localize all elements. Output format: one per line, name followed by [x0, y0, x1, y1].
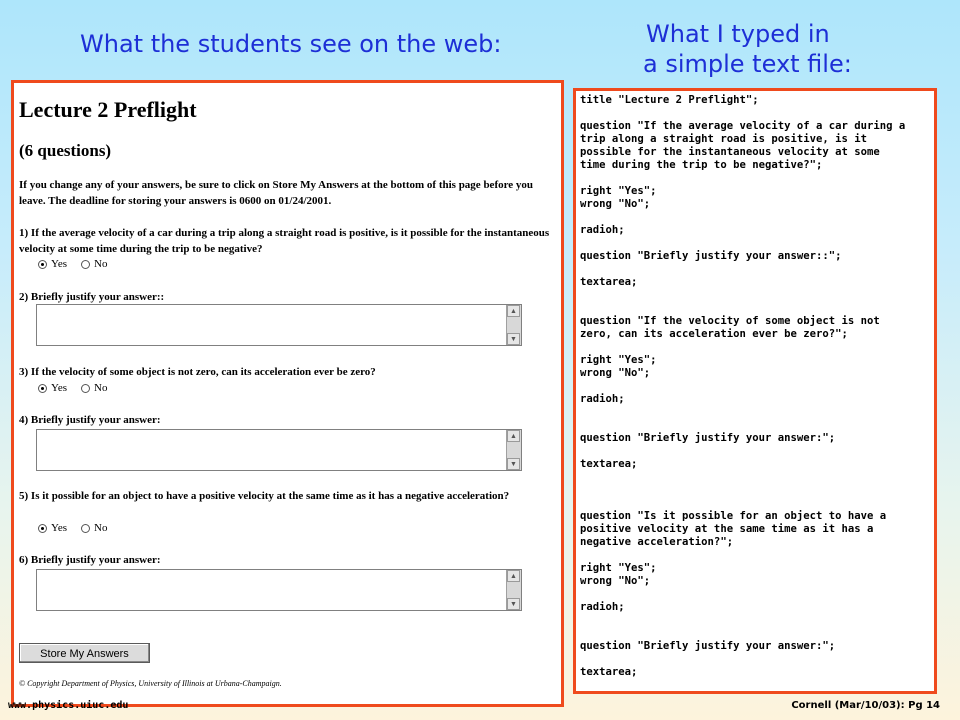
radio-unselected-icon: [81, 524, 90, 533]
radio-unselected-icon: [81, 260, 90, 269]
text-file-line: [580, 341, 932, 354]
text-file-line: [580, 445, 932, 458]
text-file-line: right "Yes";: [580, 562, 657, 574]
text-file-line: textarea;: [580, 666, 638, 678]
radio-selected-icon: [38, 384, 47, 393]
text-file-line: right "Yes";: [580, 185, 657, 197]
text-file-line: [580, 211, 932, 224]
text-file-line: question "If the average velocity of a car during a: [580, 120, 906, 132]
footer-url: www.physics.uiuc.edu: [8, 700, 129, 711]
text-file-line: radioh;: [580, 224, 625, 236]
text-file-line: positive velocity at the same time as it has a: [580, 523, 874, 535]
radio-no-q1[interactable]: [81, 258, 107, 270]
copyright-notice: © Copyright Department of Physics, University of Illinois at Urbana-Champaign.: [19, 679, 282, 688]
text-file-line: [580, 627, 932, 640]
text-file-line: [580, 406, 932, 419]
radio-selected-icon: [38, 260, 47, 269]
text-file-line: question "Briefly justify your answer:";: [580, 432, 836, 444]
radio-label: Yes: [51, 382, 68, 394]
radio-yes-q3[interactable]: [38, 382, 67, 394]
page-title: Lecture 2 Preflight: [19, 97, 197, 122]
scroll-down-icon[interactable]: ▼: [507, 333, 520, 345]
text-file-line: time during the trip to be negative?";: [580, 159, 823, 171]
answer-textarea-q2[interactable]: [36, 304, 522, 346]
text-file-line: [580, 588, 932, 601]
radio-label: No: [94, 382, 108, 394]
scroll-up-icon[interactable]: ▲: [507, 570, 520, 582]
question-3-options: [38, 382, 107, 394]
question-5-options: [38, 522, 107, 534]
text-file-line: [580, 471, 932, 484]
scroll-down-icon[interactable]: ▼: [507, 598, 520, 610]
question-1-options: [38, 258, 107, 270]
text-file-line: [580, 484, 932, 497]
text-file-line: title "Lecture 2 Preflight";: [580, 94, 759, 106]
text-file-line: question "Briefly justify your answer:";: [580, 640, 836, 652]
text-file-line: [580, 549, 932, 562]
radio-unselected-icon: [81, 384, 90, 393]
answer-textarea-q4[interactable]: [36, 429, 522, 471]
page-subtitle: (6 questions): [19, 141, 112, 160]
web-page-panel: [11, 80, 564, 707]
radio-selected-icon: [38, 524, 47, 533]
radio-label: No: [94, 258, 108, 270]
question-5: 5) Is it possible for an object to have a positive velocity at the same time as it has a negative acceleration?: [19, 490, 510, 502]
text-file-line: question "Briefly justify your answer::";: [580, 250, 842, 262]
text-file-content: [580, 94, 932, 679]
textarea-scrollbar[interactable]: [506, 570, 521, 610]
radio-label: Yes: [51, 522, 68, 534]
text-file-heading-line2: a simple text file:: [643, 50, 852, 78]
radio-no-q5[interactable]: [81, 522, 107, 534]
text-file-line: [580, 653, 932, 666]
radio-label: No: [94, 522, 108, 534]
web-view-heading: What the students see on the web:: [80, 30, 502, 58]
question-6: 6) Briefly justify your answer:: [19, 554, 161, 566]
radio-no-q3[interactable]: [81, 382, 107, 394]
footer-page-info: Cornell (Mar/10/03): Pg 14: [791, 700, 940, 711]
text-file-line: wrong "No";: [580, 367, 651, 379]
scroll-down-icon[interactable]: ▼: [507, 458, 520, 470]
text-file-line: right "Yes";: [580, 354, 657, 366]
text-file-panel: [573, 88, 937, 694]
text-file-line: [580, 237, 932, 250]
text-file-line: possible for the instantaneous velocity at some: [580, 146, 880, 158]
answer-textarea-q6[interactable]: [36, 569, 522, 611]
text-file-line: trip along a straight road is positive, is it: [580, 133, 868, 145]
text-file-line: question "If the velocity of some object is not: [580, 315, 880, 327]
scroll-up-icon[interactable]: ▲: [507, 430, 520, 442]
text-file-line: zero, can its acceleration ever be zero?";: [580, 328, 848, 340]
radio-yes-q5[interactable]: [38, 522, 67, 534]
text-file-line: [580, 107, 932, 120]
text-file-line: radioh;: [580, 601, 625, 613]
question-4: 4) Briefly justify your answer:: [19, 414, 161, 426]
question-1: 1) If the average velocity of a car during a trip along a straight road is positive, is it possible for the instantaneous velocity at some time during the trip to be negative?: [19, 227, 550, 255]
text-file-line: [580, 289, 932, 302]
text-file-line: textarea;: [580, 458, 638, 470]
text-file-line: wrong "No";: [580, 575, 651, 587]
text-file-line: [580, 263, 932, 276]
text-file-heading-line1: What I typed in: [646, 20, 830, 48]
text-file-line: [580, 614, 932, 627]
question-2: 2) Briefly justify your answer::: [19, 291, 165, 303]
radio-yes-q1[interactable]: [38, 258, 67, 270]
text-file-line: wrong "No";: [580, 198, 651, 210]
text-file-line: [580, 419, 932, 432]
text-file-line: [580, 302, 932, 315]
scroll-up-icon[interactable]: ▲: [507, 305, 520, 317]
textarea-scrollbar[interactable]: [506, 430, 521, 470]
store-answers-button[interactable]: Store My Answers: [19, 643, 150, 663]
text-file-line: question "Is it possible for an object to have a: [580, 510, 887, 522]
text-file-line: [580, 497, 932, 510]
text-file-line: negative acceleration?";: [580, 536, 734, 548]
web-page: [14, 83, 561, 704]
textarea-scrollbar[interactable]: [506, 305, 521, 345]
intro-text: If you change any of your answers, be sure to click on Store My Answers at the bottom of this page before you leave. The deadline for storing your answers is 0600 on 01/24/2001.: [19, 179, 534, 207]
text-file-line: textarea;: [580, 276, 638, 288]
text-file-line: [580, 380, 932, 393]
radio-label: Yes: [51, 258, 68, 270]
text-file-line: [580, 172, 932, 185]
text-file-line: radioh;: [580, 393, 625, 405]
question-3: 3) If the velocity of some object is not zero, can its acceleration ever be zero?: [19, 366, 376, 378]
